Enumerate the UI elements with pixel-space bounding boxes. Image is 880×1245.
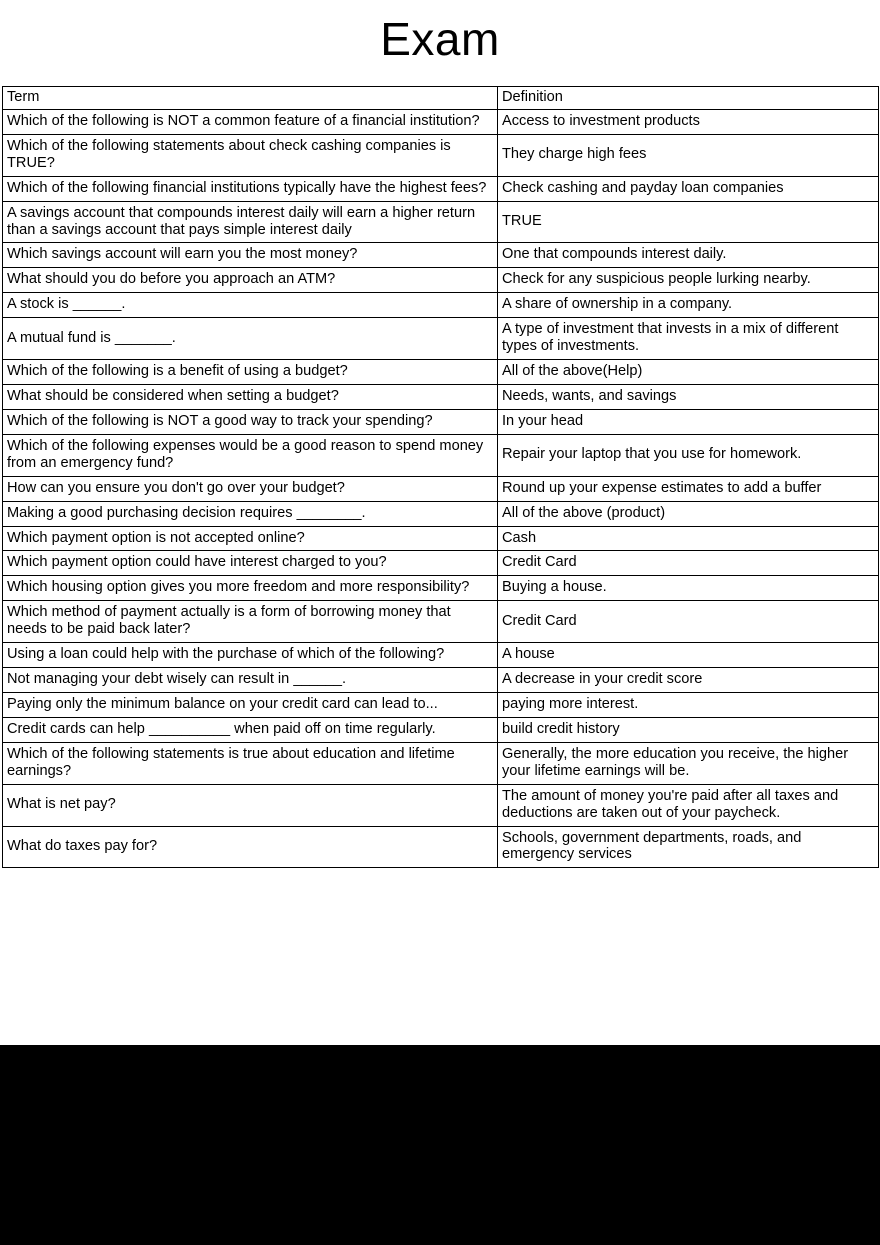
term-cell: A mutual fund is _______. [3,318,498,360]
definition-cell: Buying a house. [498,576,879,601]
table-row [3,293,879,318]
term-cell: Which method of payment actually is a form of borrowing money that needs to be paid back later? [3,601,498,643]
term-cell: What should you do before you approach an ATM? [3,268,498,293]
bottom-black-bar [0,1045,880,1245]
table-row [3,434,879,476]
table-row [3,409,879,434]
definition-cell: A house [498,643,879,668]
table-row [3,643,879,668]
table-row [3,384,879,409]
table-row [3,360,879,385]
term-cell: Using a loan could help with the purchase of which of the following? [3,643,498,668]
term-cell: A savings account that compounds interest daily will earn a higher return than a savings account that pays simple interest daily [3,201,498,243]
definition-cell: Cash [498,526,879,551]
table-row [3,268,879,293]
term-cell: What do taxes pay for? [3,826,498,868]
table-row [3,717,879,742]
term-cell: Which payment option could have interest charged to you? [3,551,498,576]
term-cell: Making a good purchasing decision requires ________. [3,501,498,526]
term-cell: How can you ensure you don't go over your budget? [3,476,498,501]
term-cell: Paying only the minimum balance on your credit card can lead to... [3,692,498,717]
term-cell: Which of the following is NOT a good way to track your spending? [3,409,498,434]
definition-cell: Check for any suspicious people lurking nearby. [498,268,879,293]
table-row [3,318,879,360]
term-cell: Credit cards can help __________ when paid off on time regularly. [3,717,498,742]
table-row [3,551,879,576]
table-row [3,109,879,134]
definition-cell: In your head [498,409,879,434]
term-cell: Which of the following is NOT a common feature of a financial institution? [3,109,498,134]
terms-table-container [2,62,878,868]
definition-cell: A share of ownership in a company. [498,293,879,318]
term-cell: Which of the following financial institutions typically have the highest fees? [3,176,498,201]
definition-cell: A decrease in your credit score [498,668,879,693]
terms-definitions-table [2,86,879,868]
definition-cell: Schools, government departments, roads, and emergency services [498,826,879,868]
term-cell: A stock is ______. [3,293,498,318]
table-row [3,826,879,868]
table-row [3,526,879,551]
table-row [3,501,879,526]
definition-cell: The amount of money you're paid after all taxes and deductions are taken out of your paycheck. [498,784,879,826]
column-header-term: Term [3,87,498,110]
column-header-definition: Definition [498,87,879,110]
definition-cell: Credit Card [498,551,879,576]
term-cell: Which payment option is not accepted online? [3,526,498,551]
term-cell: Which savings account will earn you the most money? [3,243,498,268]
definition-cell: All of the above (product) [498,501,879,526]
definition-cell: All of the above(Help) [498,360,879,385]
definition-cell: TRUE [498,201,879,243]
table-row [3,134,879,176]
table-row [3,668,879,693]
table-header-row [3,87,879,110]
definition-cell: Generally, the more education you receive, the higher your lifetime earnings will be. [498,742,879,784]
definition-cell: build credit history [498,717,879,742]
table-row [3,176,879,201]
table-row [3,576,879,601]
definition-cell: Access to investment products [498,109,879,134]
term-cell: Which housing option gives you more freedom and more responsibility? [3,576,498,601]
definition-cell: Needs, wants, and savings [498,384,879,409]
table-row [3,243,879,268]
term-cell: Not managing your debt wisely can result in ______. [3,668,498,693]
term-cell: Which of the following expenses would be a good reason to spend money from an emergency fund? [3,434,498,476]
table-row [3,601,879,643]
definition-cell: Repair your laptop that you use for homework. [498,434,879,476]
definition-cell: They charge high fees [498,134,879,176]
definition-cell: Credit Card [498,601,879,643]
table-row [3,742,879,784]
term-cell: Which of the following statements about check cashing companies is TRUE? [3,134,498,176]
term-cell: Which of the following statements is true about education and lifetime earnings? [3,742,498,784]
table-row [3,784,879,826]
definition-cell: A type of investment that invests in a mix of different types of investments. [498,318,879,360]
table-row [3,201,879,243]
definition-cell: Check cashing and payday loan companies [498,176,879,201]
page-title: Exam [380,13,500,65]
definition-cell: Round up your expense estimates to add a buffer [498,476,879,501]
table-row [3,476,879,501]
term-cell: What is net pay? [3,784,498,826]
term-cell: What should be considered when setting a budget? [3,384,498,409]
table-row [3,692,879,717]
definition-cell: One that compounds interest daily. [498,243,879,268]
definition-cell: paying more interest. [498,692,879,717]
term-cell: Which of the following is a benefit of using a budget? [3,360,498,385]
